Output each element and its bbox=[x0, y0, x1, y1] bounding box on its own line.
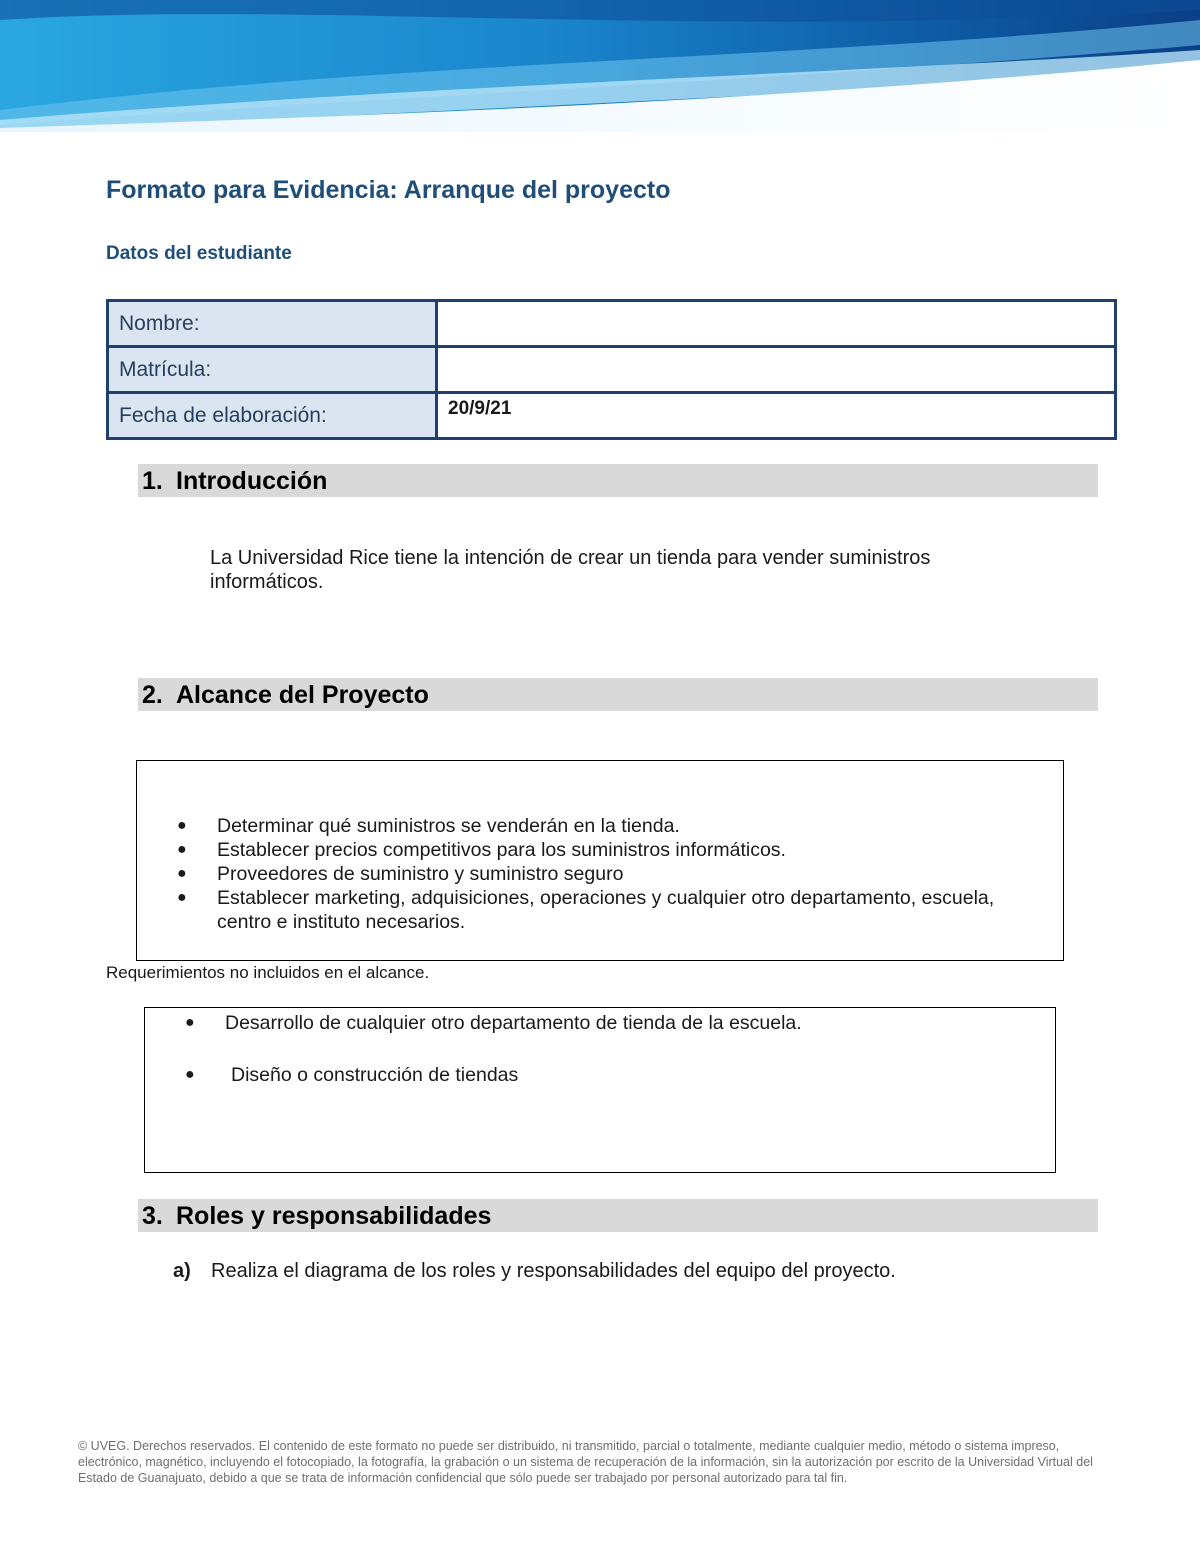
bullet-icon: ● bbox=[185, 1066, 195, 1083]
bullet-icon: ● bbox=[177, 817, 187, 834]
header-banner bbox=[0, 0, 1200, 148]
name-label: Nombre: bbox=[108, 301, 437, 347]
bullet-icon: ● bbox=[177, 865, 187, 882]
student-data-table bbox=[106, 299, 1117, 440]
list-item bbox=[137, 886, 1063, 934]
copyright-footer: © UVEG. Derechos reservados. El contenido de este formato no puede ser distribuido, ni transmitido, parcial o totalmente, mediante cualquier medio, método o sistema impreso, electrónico, magnético, incluyendo el fotocopiado, la fotografía, la grabación o un sistema de recuperación de la información, sin la autorización por escrito de la Universidad Virtual del Estado de Guanajuato, debido a que se trata de información confidencial que sólo puede ser trabajado por personal autorizado para tal fin. bbox=[78, 1439, 1093, 1485]
scope-included-list bbox=[137, 814, 1063, 934]
table-row bbox=[108, 301, 1116, 347]
scope-included-box bbox=[136, 760, 1064, 961]
list-item bbox=[137, 838, 1063, 862]
item-letter: a) bbox=[173, 1260, 191, 1282]
enrollment-value bbox=[437, 347, 1116, 393]
name-value bbox=[437, 301, 1116, 347]
bullet-icon: ● bbox=[185, 1014, 195, 1031]
student-data-heading: Datos del estudiante bbox=[106, 243, 292, 264]
section-title: Alcance del Proyecto bbox=[176, 681, 429, 709]
list-item-text: Establecer marketing, adquisiciones, operaciones y cualquier otro departamento, escuela, centro e instituto necesarios. bbox=[217, 887, 995, 933]
list-item bbox=[145, 1063, 1055, 1087]
bullet-icon: ● bbox=[177, 841, 187, 858]
section-heading-introduction bbox=[138, 464, 1098, 497]
list-item bbox=[137, 814, 1063, 838]
list-item-text: Diseño o construcción de tiendas bbox=[231, 1064, 519, 1086]
list-item bbox=[137, 862, 1063, 886]
section-heading-scope bbox=[138, 678, 1098, 711]
table-row bbox=[108, 393, 1116, 439]
introduction-text: La Universidad Rice tiene la intención de crear un tienda para vender suministros informáticos. bbox=[210, 547, 931, 593]
section-number: 1. bbox=[142, 467, 163, 495]
list-item-text: Establecer precios competitivos para los suministros informáticos. bbox=[217, 839, 786, 861]
enrollment-label: Matrícula: bbox=[108, 347, 437, 393]
roles-instruction bbox=[173, 1260, 896, 1283]
scope-excluded-box bbox=[144, 1007, 1056, 1173]
table-row bbox=[108, 347, 1116, 393]
scope-excluded-list bbox=[145, 1011, 1055, 1087]
list-item-text: Desarrollo de cualquier otro departamento de tienda de la escuela. bbox=[225, 1012, 802, 1034]
section-heading-roles bbox=[138, 1199, 1098, 1232]
list-item-text: Proveedores de suministro y suministro seguro bbox=[217, 863, 624, 885]
date-label: Fecha de elaboración: bbox=[108, 393, 437, 439]
item-text: Realiza el diagrama de los roles y responsabilidades del equipo del proyecto. bbox=[211, 1260, 896, 1282]
section-number: 2. bbox=[142, 681, 163, 709]
list-item-text: Determinar qué suministros se venderán en la tienda. bbox=[217, 815, 680, 837]
excluded-requirements-label: Requerimientos no incluidos en el alcance. bbox=[106, 963, 430, 982]
section-title: Roles y responsabilidades bbox=[176, 1202, 492, 1230]
document-title: Formato para Evidencia: Arranque del proyecto bbox=[106, 176, 671, 204]
bullet-icon: ● bbox=[177, 889, 187, 906]
section-title: Introducción bbox=[176, 467, 328, 495]
date-value: 20/9/21 bbox=[437, 393, 1116, 439]
section-number: 3. bbox=[142, 1202, 163, 1230]
banner-graphic bbox=[0, 0, 1200, 148]
list-item bbox=[145, 1011, 1055, 1035]
